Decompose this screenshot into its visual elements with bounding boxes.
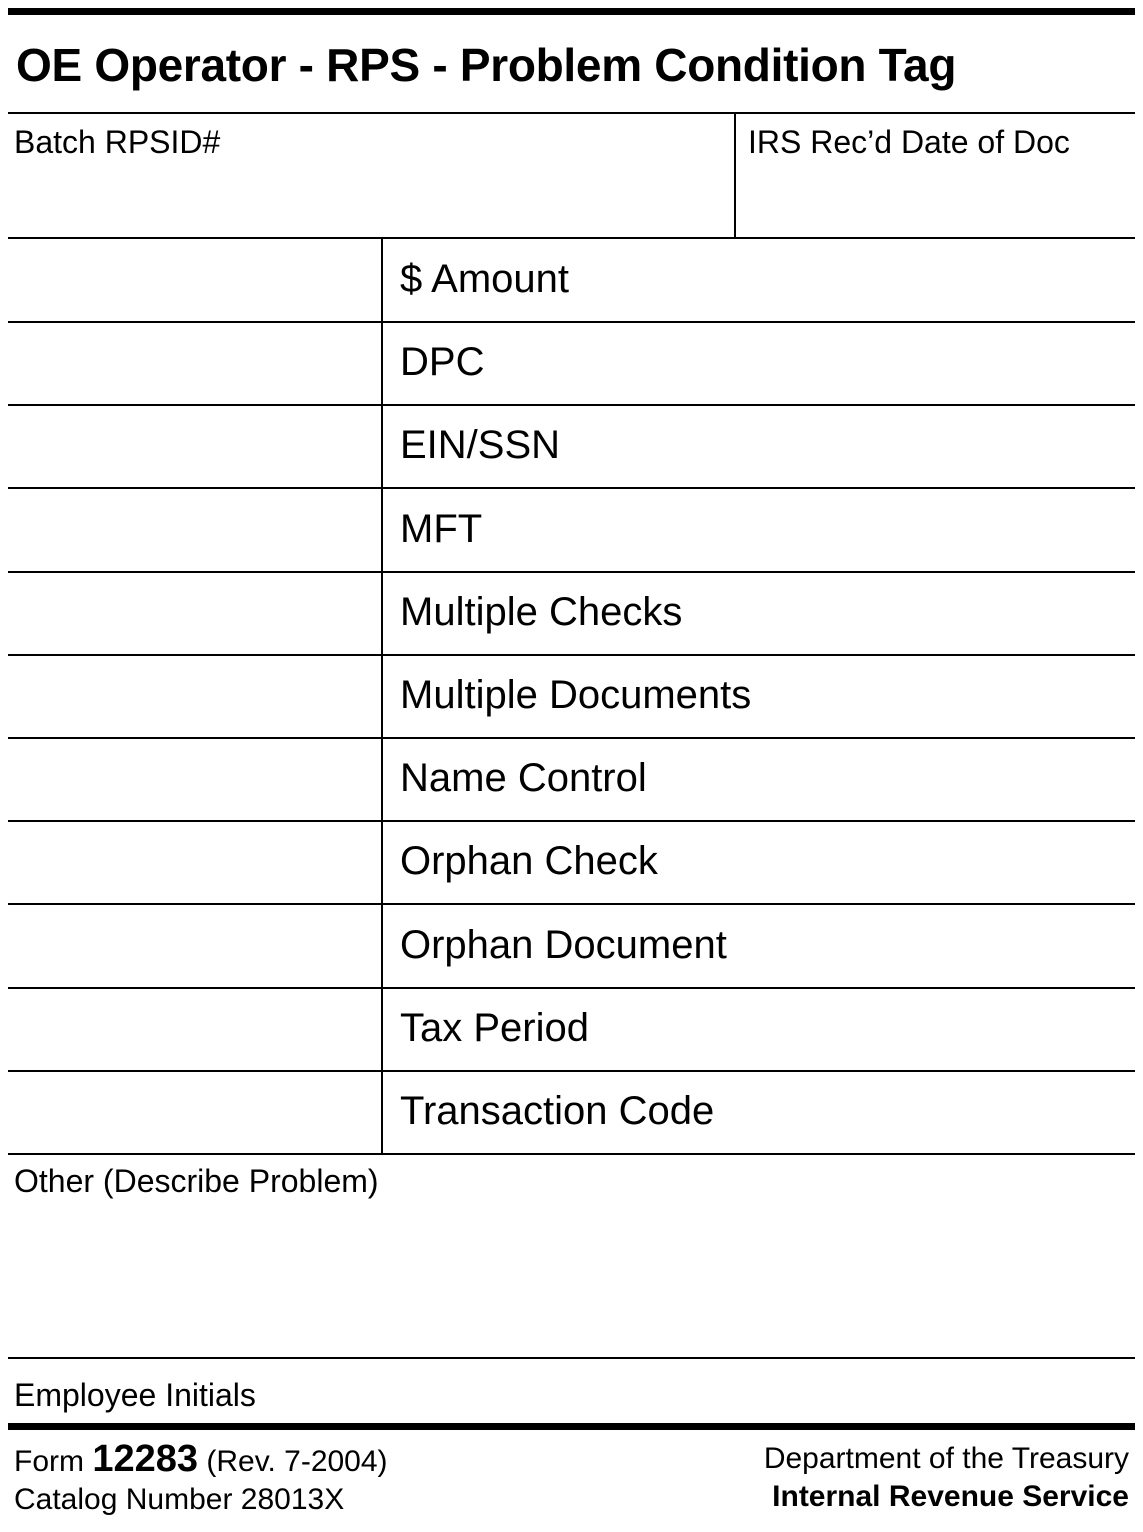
form-identification — [14, 1440, 388, 1519]
form-number-line — [14, 1440, 388, 1481]
condition-mark-box[interactable] — [8, 405, 381, 487]
batch-rpsid-field[interactable] — [8, 114, 734, 238]
condition-row — [8, 738, 1135, 822]
condition-mark-box[interactable] — [8, 572, 381, 654]
condition-label: Name Control — [400, 756, 647, 801]
condition-mark-box[interactable] — [8, 655, 381, 737]
condition-label: Transaction Code — [400, 1089, 715, 1133]
batch-rpsid-label: Batch RPSID# — [14, 124, 221, 160]
condition-label: Orphan Check — [400, 839, 658, 884]
department-name: Department of the Treasury — [763, 1442, 1129, 1475]
condition-label: Tax Period — [400, 1005, 589, 1050]
condition-row — [8, 821, 1135, 905]
condition-label: Multiple Checks — [400, 589, 683, 634]
other-describe-problem-field[interactable] — [8, 1155, 1135, 1357]
condition-mark-box[interactable] — [8, 988, 381, 1070]
problem-condition-tag-form — [8, 8, 1135, 1524]
condition-mark-box[interactable] — [8, 489, 381, 571]
condition-label: EIN/SSN — [400, 423, 561, 468]
agency-identification — [764, 1440, 1129, 1516]
condition-row — [8, 572, 1135, 656]
condition-row — [8, 322, 1135, 406]
condition-label: Multiple Documents — [400, 673, 752, 717]
condition-label: Orphan Document — [400, 922, 727, 967]
condition-row — [8, 655, 1135, 739]
condition-row — [8, 1071, 1135, 1155]
employee-initials-label: Employee Initials — [14, 1377, 256, 1413]
employee-initials-field[interactable] — [8, 1359, 1135, 1423]
condition-rows — [8, 239, 1135, 1155]
condition-row — [8, 489, 1135, 573]
condition-row — [8, 988, 1135, 1072]
agency-name: Internal Revenue Service — [772, 1480, 1129, 1513]
condition-mark-box[interactable] — [8, 1071, 381, 1153]
condition-row — [8, 239, 1135, 323]
condition-mark-box[interactable] — [8, 905, 381, 987]
form-number: 12283 — [92, 1438, 199, 1480]
form-title: OE Operator - RPS - Problem Condition Tag — [16, 39, 957, 91]
condition-mark-box[interactable] — [8, 821, 381, 903]
condition-label: MFT — [400, 506, 483, 551]
condition-label: DPC — [400, 340, 485, 385]
condition-mark-box[interactable] — [8, 738, 381, 820]
top-border — [8, 8, 1135, 15]
form-word: Form — [14, 1445, 84, 1478]
condition-row — [8, 905, 1135, 989]
footer-border — [8, 1423, 1135, 1430]
form-revision: (Rev. 7-2004) — [206, 1445, 388, 1478]
condition-mark-box[interactable] — [8, 322, 381, 404]
condition-mark-box[interactable] — [8, 239, 381, 321]
condition-row — [8, 405, 1135, 489]
irs-received-date-field[interactable] — [736, 114, 1135, 238]
condition-label: $ Amount — [400, 257, 570, 301]
irs-received-date-label: IRS Rec’d Date of Doc — [748, 124, 1070, 160]
other-describe-problem-label: Other (Describe Problem) — [14, 1163, 379, 1199]
catalog-number: Catalog Number 28013X — [14, 1483, 345, 1516]
